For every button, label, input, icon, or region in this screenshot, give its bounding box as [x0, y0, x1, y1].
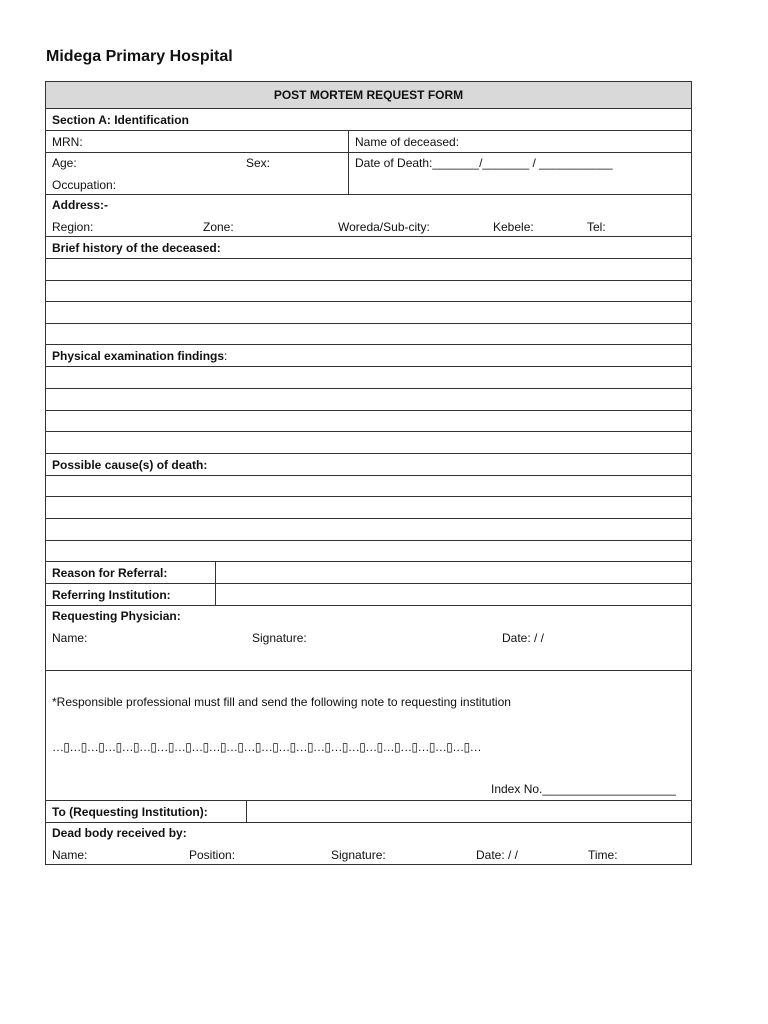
requesting-physician-row	[46, 605, 691, 670]
mrn-field[interactable]: MRN:	[46, 131, 349, 152]
section-a-heading: Section A: Identification	[46, 108, 691, 130]
received-signature-field[interactable]: Signature:	[331, 848, 386, 863]
woreda-field[interactable]: Woreda/Sub-city:	[338, 220, 430, 234]
age-field[interactable]: Age:	[52, 156, 77, 170]
note-text: *Responsible professional must fill and send the following note to requesting institution	[52, 695, 511, 710]
age-sex-cell	[46, 153, 349, 194]
received-time-field[interactable]: Time:	[588, 848, 618, 863]
address-row	[46, 194, 691, 236]
received-date-field[interactable]: Date: / /	[476, 848, 519, 863]
physical-exam-label: Physical examination findings	[52, 349, 225, 364]
to-requesting-institution-row	[46, 800, 691, 822]
physician-date-field[interactable]: Date: / /	[502, 631, 545, 646]
to-requesting-institution-field[interactable]	[247, 801, 691, 822]
possible-causes-line[interactable]	[46, 518, 691, 540]
region-field[interactable]: Region:	[52, 220, 94, 234]
dotted-line: …▯…▯…▯…▯…▯…▯…▯…▯…▯…▯…▯…▯…▯…▯…▯…▯…▯…▯…▯…▯…▯…▯…▯…▯…	[52, 740, 482, 755]
brief-history-line[interactable]	[46, 301, 691, 323]
form-title: POST MORTEM REQUEST FORM	[46, 82, 691, 108]
name-of-deceased-field[interactable]: Name of deceased:	[355, 135, 460, 149]
requesting-physician-label: Requesting Physician:	[52, 609, 181, 624]
brief-history-line[interactable]	[46, 258, 691, 280]
possible-causes-line[interactable]	[46, 540, 691, 562]
physical-exam-line[interactable]	[46, 410, 691, 432]
occupation-field[interactable]: Occupation:	[52, 178, 117, 192]
to-requesting-institution-label: To (Requesting Institution):	[46, 801, 247, 822]
hospital-name: Midega Primary Hospital	[46, 48, 233, 65]
zone-field[interactable]: Zone:	[203, 220, 234, 234]
physical-exam-line[interactable]	[46, 366, 691, 388]
referring-institution-label: Referring Institution:	[46, 584, 216, 605]
kebele-field[interactable]: Kebele:	[493, 220, 534, 234]
physician-name-field[interactable]: Name:	[52, 631, 88, 646]
physical-exam-colon: :	[224, 349, 228, 364]
reason-for-referral-row	[46, 561, 691, 583]
post-mortem-form	[45, 81, 692, 865]
age-sex-row	[46, 152, 691, 194]
physical-exam-heading	[46, 344, 691, 366]
mrn-row	[46, 130, 691, 152]
physical-exam-line[interactable]	[46, 388, 691, 410]
received-name-field[interactable]: Name:	[52, 848, 88, 863]
possible-causes-label: Possible cause(s) of death:	[46, 453, 691, 475]
index-no-field[interactable]: Index No.____________________	[491, 782, 676, 797]
physical-exam-line[interactable]	[46, 431, 691, 453]
possible-causes-line[interactable]	[46, 496, 691, 518]
tel-field[interactable]: Tel:	[587, 220, 606, 234]
reason-for-referral-label: Reason for Referral:	[46, 562, 216, 583]
address-label: Address:-	[52, 198, 109, 212]
note-section	[46, 670, 691, 800]
received-position-field[interactable]: Position:	[189, 848, 236, 863]
dead-body-received-label: Dead body received by:	[52, 826, 187, 841]
date-of-death-field[interactable]: Date of Death:_______/_______ / ___________	[355, 156, 613, 170]
referring-institution-row	[46, 583, 691, 605]
brief-history-label: Brief history of the deceased:	[46, 236, 691, 258]
reason-for-referral-field[interactable]	[216, 562, 691, 583]
sex-field[interactable]: Sex:	[246, 156, 271, 170]
physician-signature-field[interactable]: Signature:	[252, 631, 307, 646]
possible-causes-line[interactable]	[46, 475, 691, 497]
dead-body-received-row	[46, 822, 691, 864]
brief-history-line[interactable]	[46, 280, 691, 302]
brief-history-line[interactable]	[46, 323, 691, 345]
referring-institution-field[interactable]	[216, 584, 691, 605]
